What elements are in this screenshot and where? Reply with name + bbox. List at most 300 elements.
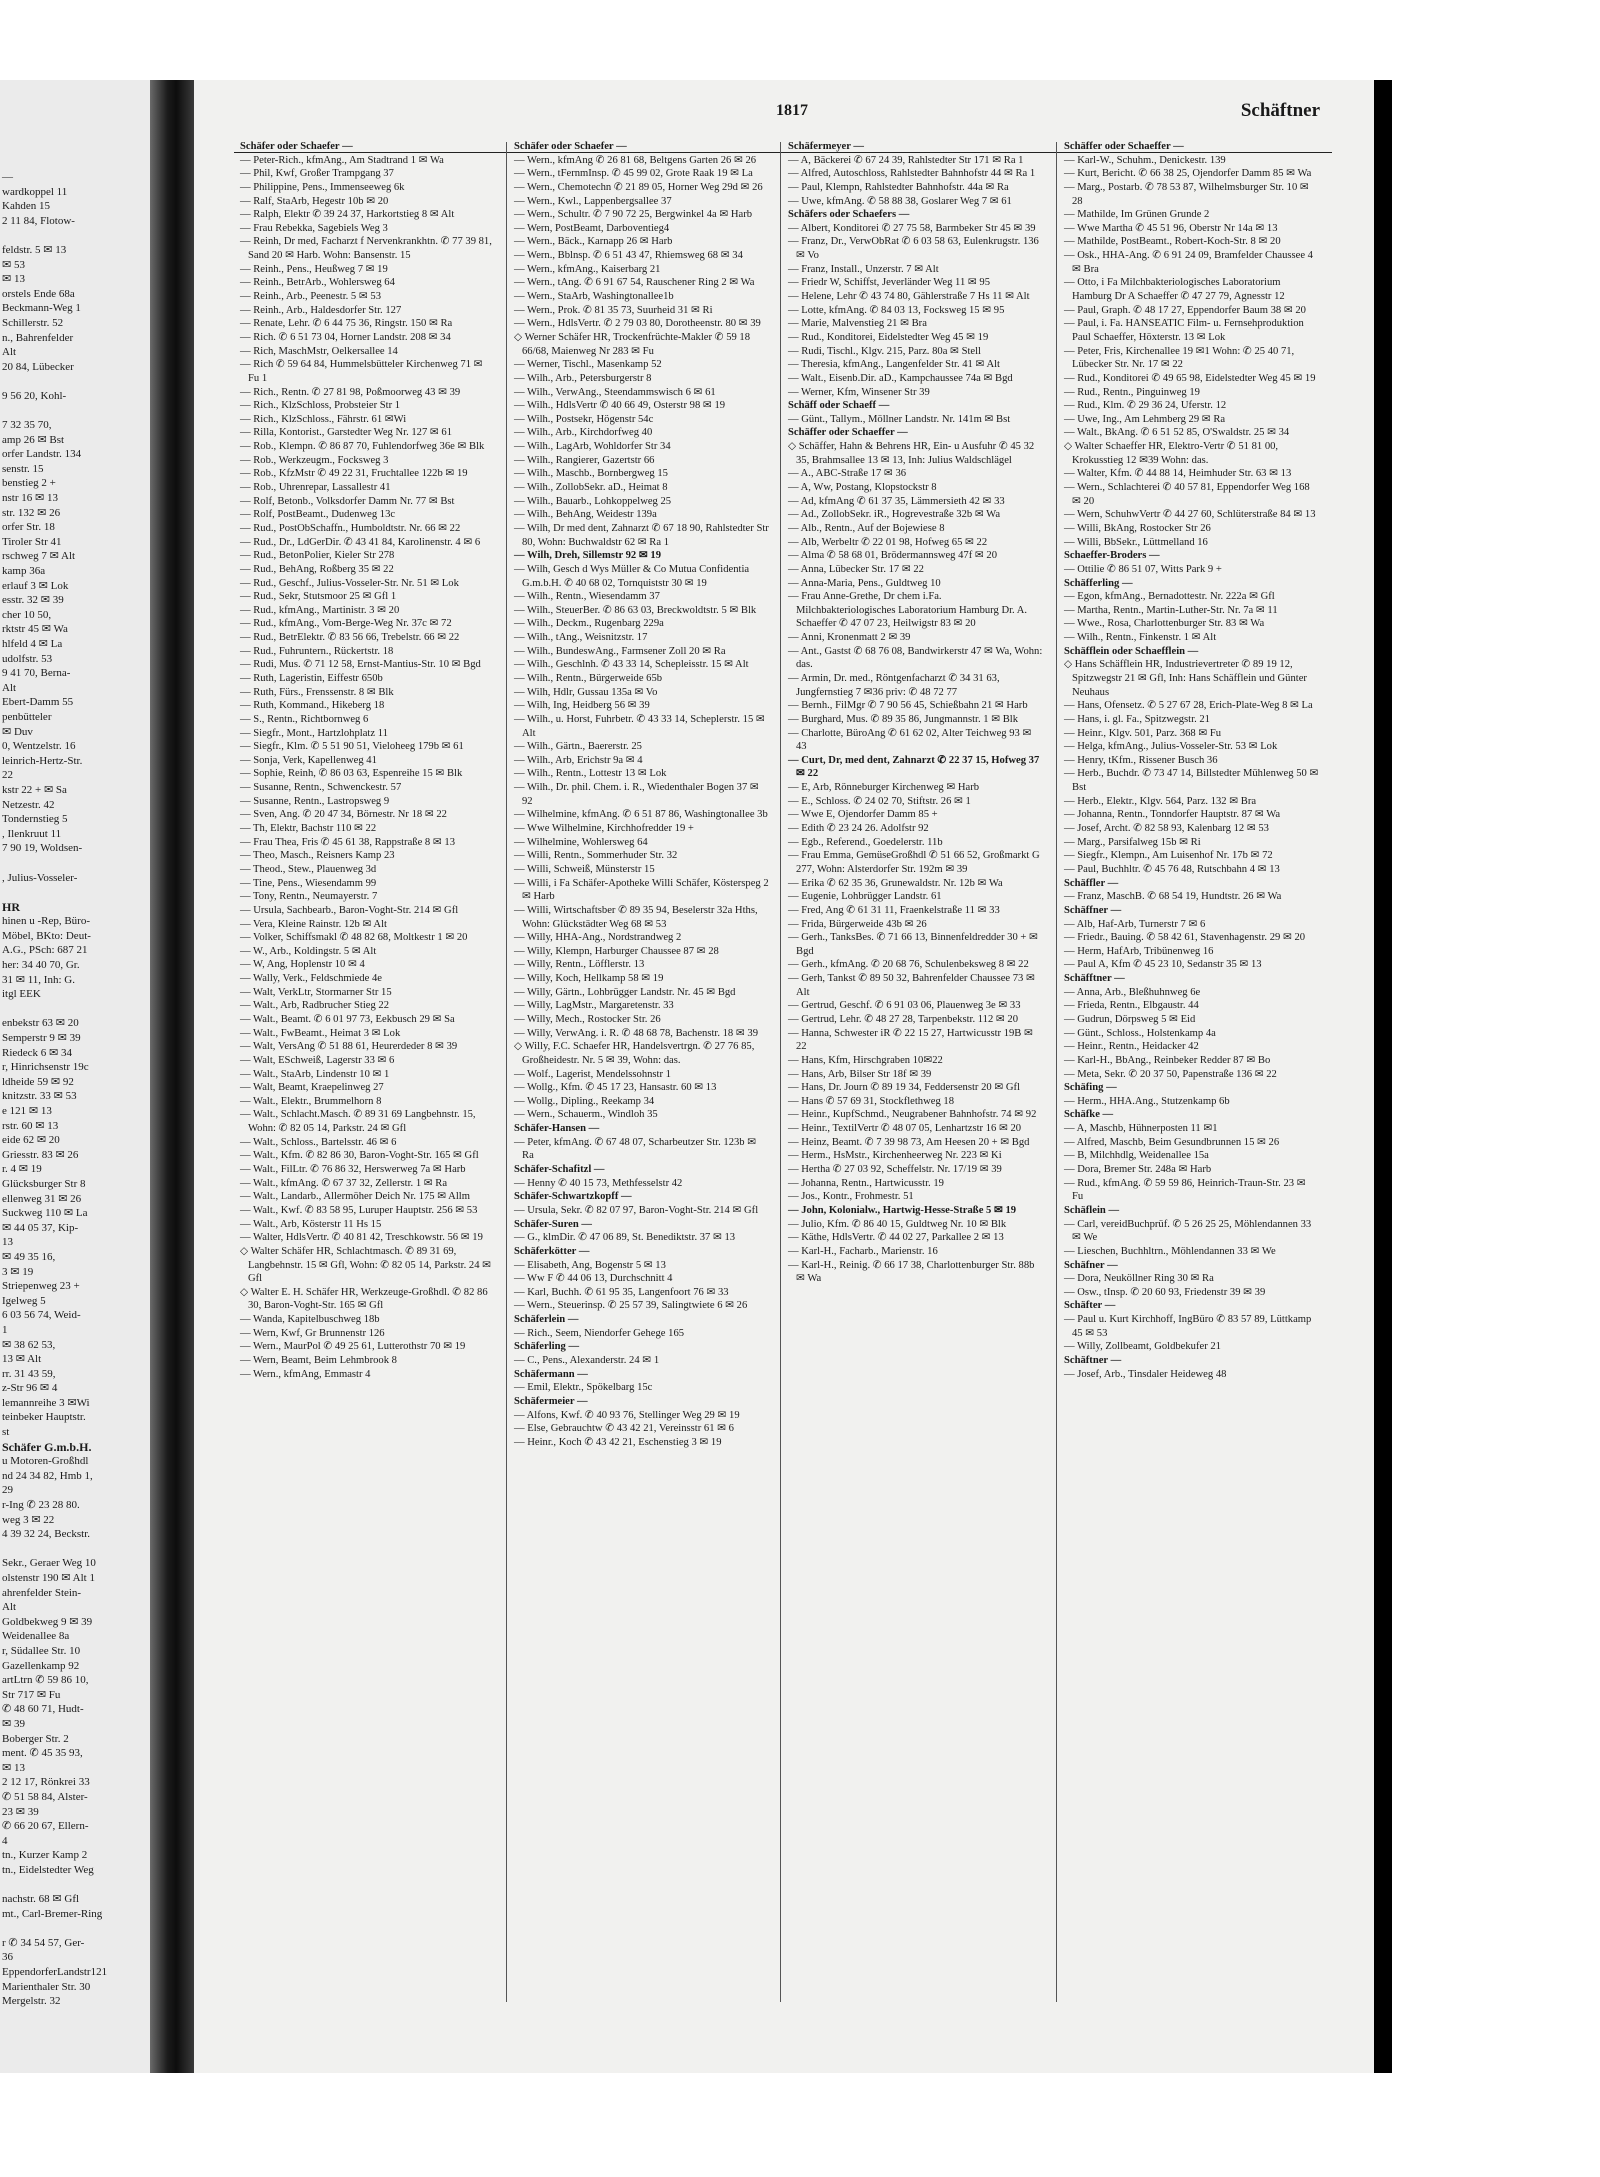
directory-entry: — E, Arb, Rönneburger Kirchenweg ✉ Harb (788, 782, 980, 794)
left-page-line: ✉ 13 (2, 1761, 25, 1774)
directory-entry: — Wern., Schlachterei ✆ 40 57 81, Eppendorfer Weg 168 ✉ 20 (1064, 482, 1310, 507)
directory-entry: — Wern., tAng. ✆ 6 91 67 54, Rauschener Ring 2 ✉ Wa (514, 277, 755, 289)
directory-entry: ◇ Walter Schäfer HR, Schlachtmasch. ✆ 89 31 69, Langbehnstr. 15 ✉ Gfl, Wohn: ✆ 82 05 14, Parkstr. 24 ✉ Gfl (240, 1245, 492, 1285)
directory-entry: — Walter, HdlsVertr. ✆ 40 81 42, Treschkowstr. 56 ✉ 19 (240, 1232, 483, 1244)
directory-entry: — Armin, Dr. med., Röntgenfacharzt ✆ 34 31 63, Jungfernstieg 7 ✉36 priv: ✆ 48 72 77 (788, 672, 1000, 698)
directory-entry: — Paul, Graph. ✆ 48 17 27, Eppendorfer Baum 38 ✉ 20 (1064, 304, 1306, 316)
directory-entry: — Johanna, Rentn., Tonndorfer Hauptstr. 87 ✉ Wa (1064, 809, 1281, 821)
directory-entry: — Susanne, Rentn., Schwenckestr. 57 (240, 782, 402, 794)
left-page-line: ✉ 39 (2, 1717, 25, 1730)
directory-entry: — Phil, Kwf, Großer Trampgang 37 (240, 168, 394, 180)
directory-entry: — Wilh., ZollobSekr. aD., Heimat 8 (514, 482, 668, 494)
directory-entry: — Wern., tFernmInsp. ✆ 45 99 02, Grote Raak 19 ✉ La (514, 168, 753, 180)
directory-entry: — A, Ww, Postang, Klopstockstr 8 (788, 482, 937, 494)
directory-entry: — Wally, Verk., Feldschmiede 4e (240, 973, 382, 985)
surname-heading: Schäfflein oder Schaefflein — (1064, 645, 1199, 657)
directory-entry: — Wollg., Kfm. ✆ 45 17 23, Hansastr. 60 ✉ 13 (514, 1082, 717, 1094)
directory-entry: — Wern., Schultr. ✆ 7 90 72 25, Bergwinkel 4a ✉ Harb (514, 209, 753, 221)
directory-entry: — Gudrun, Dörpsweg 5 ✉ Eid (1064, 1014, 1196, 1025)
directory-entry: — Ww F ✆ 44 06 13, Durchschnitt 4 (514, 1273, 673, 1285)
left-page-line: 3 ✉ 19 (2, 1265, 34, 1278)
surname-heading: Schäfermann — (514, 1368, 588, 1380)
left-page-line: 20 84, Lübecker (2, 360, 74, 373)
directory-entry: — Lotte, kfmAng. ✆ 84 03 13, Focksweg 15 ✉ 95 (788, 304, 1005, 316)
directory-entry: — Wern, Beamt, Beim Lehmbrook 8 (240, 1355, 397, 1367)
left-page-line: ✉ 44 05 37, Kip- (2, 1221, 79, 1234)
surname-heading: Schäfing — (1064, 1082, 1117, 1094)
directory-entry: — Wwe Wilhelmine, Kirchhofredder 19 + (514, 823, 694, 835)
left-page-line: A.G., PSch: 687 21 (2, 944, 88, 957)
directory-entry: — Alb., Rentn., Auf der Bojewiese 8 (788, 522, 945, 534)
directory-entry: — Paul, Buchhltr. ✆ 45 76 48, Rutschbahn 4 ✉ 13 (1064, 863, 1280, 875)
directory-entry: — Willy, Mech., Rostocker Str. 26 (514, 1014, 661, 1025)
left-page-line: penbütteler (2, 710, 52, 723)
scanned-book-spread (0, 80, 1392, 2073)
directory-entry: — Frida, Bürgerweide 43b ✉ 26 (788, 918, 927, 930)
directory-entry: — Hanna, Schwester iR ✆ 22 15 27, Hartwicusstr 19B ✉ 22 (788, 1027, 1033, 1053)
directory-entry: — Wern., HdlsVertr. ✆ 2 79 03 80, Dorotheenstr. 80 ✉ 39 (514, 318, 761, 330)
directory-entry: — Wern, PostBeamt, Darboventieg4 (514, 222, 670, 234)
directory-entry: — Franz, Dr., VerwObRat ✆ 6 03 58 63, Eulenkrugstr. 136 ✉ Vo (788, 236, 1039, 262)
surname-heading: Schäff oder Schaeff — (788, 400, 890, 412)
directory-entry: — Wern., Bblnsp. ✆ 6 51 43 47, Rhiemsweg 68 ✉ 34 (514, 250, 743, 262)
directory-entry: — Marg., Postarb. ✆ 78 53 87, Wilhelmsburger Str. 10 ✉ 28 (1064, 181, 1309, 207)
directory-entry: — Rob., Werkzeugm., Focksweg 3 (240, 454, 389, 466)
directory-entry: — Mathilde, Im Grünen Grunde 2 (1064, 209, 1210, 221)
left-page-line: , Julius-Vosseler- (2, 871, 78, 884)
left-page-line: 0, Wentzelstr. 16 (2, 740, 76, 753)
directory-entry: — Herm, HafArb, Tribünenweg 16 (1064, 945, 1214, 957)
directory-entry: — Else, Gebrauchtw ✆ 43 42 21, Vereinsstr 61 ✉ 6 (514, 1423, 734, 1435)
surname-heading: Schäfermeier — (514, 1395, 588, 1407)
directory-entry: — Ralph, Elektr ✆ 39 24 37, Harkortstieg 8 ✉ Alt (240, 209, 455, 221)
directory-entry: — Franz, MaschB. ✆ 68 54 19, Hundtstr. 26 ✉ Wa (1064, 891, 1282, 903)
directory-entry: — Bernh., FilMgr ✆ 7 90 56 45, Schießbahn 21 ✉ Harb (788, 700, 1028, 712)
directory-entry: — Ruth, Lageristin, Eiffestr 650b (240, 672, 383, 684)
directory-entry: — Hertha ✆ 27 03 92, Scheffelstr. Nr. 17/19 ✉ 39 (788, 1164, 1002, 1176)
left-page-line: ✆ 66 20 67, Ellern- (2, 1820, 89, 1833)
directory-entry: — Willi, i Fa Schäfer-Apotheke Willi Schäfer, Kösterspeg 2 ✉ Harb (514, 877, 769, 903)
directory-entry: — Karl-H., Facharb., Marienstr. 16 (788, 1245, 938, 1257)
directory-entry: — Wwe E, Ojendorfer Damm 85 + (788, 809, 938, 821)
directory-entry: — Wilh., Arb., Kirchdorfweg 40 (514, 427, 653, 439)
left-page-line: ✆ 48 60 71, Hudt- (2, 1703, 84, 1716)
directory-entry: — Karl-H., Reinig. ✆ 66 17 38, Charlottenburger Str. 88b ✉ Wa (788, 1259, 1035, 1285)
directory-entry: — Marie, Malvenstieg 21 ✉ Bra (788, 318, 927, 330)
directory-entry: — Reinh., Arb., Peenestr. 5 ✉ 53 (240, 291, 381, 303)
directory-entry: — Lieschen, Buchhltrn., Möhlendannen 33 ✉ We (1064, 1245, 1276, 1257)
directory-entry: — Rudi, Mus. ✆ 71 12 58, Ernst-Mantius-Str. 10 ✉ Bgd (240, 659, 481, 671)
directory-entry: — Rud., Dr., LdGerDir. ✆ 43 41 84, Karolinenstr. 4 ✉ 6 (240, 536, 481, 548)
directory-entry: — Wilh., Rentn., Bürgerweide 65b (514, 672, 663, 684)
surname-heading: Schäfer-Hansen — (514, 1123, 600, 1135)
left-page-line (2, 404, 146, 419)
left-page-line: feldstr. 5 ✉ 13 (2, 243, 67, 256)
directory-entry: — Charlotte, BüroAng ✆ 61 62 02, Alter Teichweg 93 ✉ 43 (788, 727, 1032, 753)
directory-entry: — Walt., FwBeamt., Heimat 3 ✉ Lok (240, 1027, 401, 1039)
left-page-line: nstr 16 ✉ 13 (2, 492, 58, 505)
directory-entry: — Käthe, HdlsVertr. ✆ 44 02 27, Parkallee 2 ✉ 13 (788, 1232, 1004, 1244)
left-page-line: 7 32 35 70, (2, 419, 52, 432)
directory-entry: — A., ABC-Straße 17 ✉ 36 (788, 468, 907, 480)
directory-entry: — Gerh, Tankst ✆ 89 50 32, Bahrenfelder Chaussee 73 ✉ Alt (788, 973, 1035, 998)
directory-entry: — Rud., PostObSchaffn., Humboldtstr. Nr. 66 ✉ 22 (240, 522, 461, 534)
left-page-line: artLtrn ✆ 59 86 10, (2, 1674, 89, 1687)
directory-entry: — Siegfr., Mont., Hartzlohplatz 11 (240, 727, 388, 739)
left-page-line: r, Hinrichsenstr 19c (2, 1061, 89, 1074)
directory-entry: — Gerh., kfmAng. ✆ 20 68 76, Schulenbeksweg 8 ✉ 22 (788, 959, 1029, 971)
left-page-line: ellenweg 31 ✉ 26 (2, 1192, 82, 1205)
directory-entry: — Egon, kfmAng., Bernadottestr. Nr. 222a ✉ Gfl (1064, 591, 1275, 603)
left-page-line: 23 ✉ 39 (2, 1805, 39, 1818)
directory-entry: — C., Pens., Alexanderstr. 24 ✉ 1 (514, 1355, 660, 1367)
directory-entry: — Rud., Konditorei, Eidelstedter Weg 45 ✉ 19 (788, 331, 989, 343)
directory-entry: — Rob., Uhrenrepar, Lassallestr 41 (240, 482, 391, 494)
directory-entry: — Wwe., Rosa, Charlottenburger Str. 83 ✉ Wa (1064, 618, 1265, 630)
left-page-line: lemannreihe 3 ✉Wi (2, 1396, 90, 1409)
left-page-line: 13 ✉ Alt (2, 1353, 42, 1366)
left-page-line: rktstr 45 ✉ Wa (2, 623, 68, 636)
directory-entry: — Alb, Haf-Arb, Turnerstr 7 ✉ 6 (1064, 918, 1206, 930)
directory-entry: — Rich. ✆ 6 51 73 04, Horner Landstr. 208 ✉ 34 (240, 331, 451, 343)
left-page-line: ldheide 59 ✉ 92 (2, 1075, 74, 1088)
directory-entry: — Siegfr., Klempn., Am Luisenhof Nr. 17b ✉ 72 (1064, 850, 1273, 862)
left-page-line: Sekr., Geraer Weg 10 (2, 1557, 96, 1570)
directory-entry: — Frau Thea, Fris ✆ 45 61 38, Rappstraße 8 ✉ 13 (240, 836, 455, 848)
directory-entry: — Renate, Lehr. ✆ 6 44 75 36, Ringstr. 150 ✉ Ra (240, 318, 453, 330)
directory-entry: — Herm., HHA.Ang., Stutzenkamp 6b (1064, 1095, 1230, 1107)
directory-entry: — Tine, Pens., Wiesendamm 99 (240, 877, 377, 889)
directory-entry: — Wilh., Rangierer, Gazertstr 66 (514, 454, 655, 466)
left-page-line: nachstr. 68 ✉ Gfl (2, 1893, 80, 1906)
directory-entry: — Wern, SchuhwVertr ✆ 44 27 60, Schlüterstraße 84 ✉ 13 (1064, 509, 1316, 521)
directory-entry: — Wilh., HdlsVertr ✆ 40 66 49, Osterstr 98 ✉ 19 (514, 400, 726, 412)
directory-entry: — Uwe, Ing., Am Lehmberg 29 ✉ Ra (1064, 413, 1226, 425)
left-page-line: 4 39 32 24, Beckstr. (2, 1528, 90, 1541)
left-page-text (0, 80, 150, 2009)
directory-entry: — Willy, Gärtn., Lohbrügger Landstr. Nr. 45 ✉ Bgd (514, 986, 736, 998)
left-page-line: rr. 31 43 59, (2, 1367, 56, 1380)
directory-entry: — Peter, kfmAng. ✆ 67 48 07, Scharbeutzer Str. 123b ✉ Ra (514, 1136, 757, 1162)
directory-entry: — Josef, Archt. ✆ 82 58 93, Kalenbarg 12 ✉ 53 (1064, 823, 1269, 835)
directory-entry: — Wilh., BundeswAng., Farmsener Zoll 20 ✉ Ra (514, 645, 726, 657)
surname-heading: Schäfermeyer — (788, 141, 864, 152)
directory-entry: — Ursula, Sachbearb., Baron-Voght-Str. 214 ✉ Gfl (240, 904, 459, 916)
left-page-line: Marienthaler Str. 30 (2, 1980, 91, 1993)
surname-heading: Schäfke — (1064, 1109, 1114, 1121)
directory-entry: — Hans, Ofensetz. ✆ 5 27 67 28, Erich-Plate-Weg 8 ✉ La (1064, 700, 1313, 712)
left-page-line: 1 (2, 1323, 8, 1336)
directory-entry: — Ruth, Kommand., Hikeberg 18 (240, 700, 385, 712)
directory-entry: — Rich., Rentn. ✆ 27 81 98, Poßmoorweg 43 ✉ 39 (240, 386, 461, 398)
directory-entry: — Walt., Landarb., Allermöher Deich Nr. 175 ✉ Allm (240, 1191, 470, 1203)
left-page-line: ✉ 13 (2, 273, 25, 286)
directory-entry: — Rilla, Kontorist., Garstedter Weg Nr. 127 ✉ 61 (240, 427, 453, 439)
left-page-line: wardkoppel 11 (2, 185, 68, 198)
directory-entry: — Wilh., BehAng, Weidestr 139a (514, 509, 657, 521)
directory-entry: — Rudi, Tischl., Klgv. 215, Parz. 80a ✉ Stell (788, 345, 981, 357)
directory-entry: — Wilh., Postsekr, Högenstr 54c (514, 413, 654, 425)
directory-entry: — Sonja, Verk, Kapellenweg 41 (240, 754, 377, 766)
left-page-line: esstr. 32 ✉ 39 (2, 594, 64, 607)
left-page-line: tn., Eidelstedter Weg (2, 1863, 94, 1876)
directory-entry: — Alfred, Autoschloss, Rahlstedter Bahnhofstr 44 ✉ Ra 1 (788, 168, 1036, 180)
directory-entry: — Wilh., Gärtn., Baererstr. 25 (514, 741, 642, 753)
directory-entry: — Paul A, Kfm ✆ 45 23 10, Sedanstr 35 ✉ 13 (1064, 959, 1262, 971)
directory-entry: — Reinh., Pens., Heußweg 7 ✉ 19 (240, 263, 388, 275)
directory-entry: — Rud., BehAng, Roßberg 35 ✉ 22 (240, 563, 394, 575)
directory-entry: — Rud., Geschf., Julius-Vosseler-Str. Nr. 51 ✉ Lok (240, 577, 459, 589)
surname-heading: Schäfer oder Schaefer — (514, 141, 627, 152)
directory-column-4 (1064, 140, 1319, 1381)
left-page-line: weg 3 ✉ 22 (2, 1513, 55, 1526)
directory-entry: — Otto, i Fa Milchbakteriologisches Laboratorium Hamburg Dr A Schaeffer ✆ 47 27 79, Agnesstr 12 (1064, 277, 1285, 303)
left-page-line: Gazellenkamp 92 (2, 1659, 80, 1672)
directory-entry: — Walt., BkAng. ✆ 6 51 52 85, O'Swaldstr. 25 ✉ 34 (1064, 427, 1290, 439)
directory-entry: — A, Bäckerei ✆ 67 24 39, Rahlstedter Str 171 ✉ Ra 1 (788, 154, 1024, 166)
left-page-line: Netzestr. 42 (2, 798, 55, 811)
directory-entry: — Wilh, Ing, Heidberg 56 ✉ 39 (514, 700, 650, 712)
left-page-line: Beckmann-Weg 1 (2, 302, 81, 315)
directory-entry: — Walt., Arb, Kösterstr 11 Hs 15 (240, 1218, 382, 1230)
directory-entry: — Wern., MaurPol ✆ 49 25 61, Lutterothstr 70 ✉ 19 (240, 1341, 466, 1353)
surname-heading: Schaeffer-Broders — (1064, 550, 1160, 562)
left-page-line: ✉ 53 (2, 258, 25, 271)
directory-entry: — Walt., Schloss., Bartelsstr. 46 ✉ 6 (240, 1136, 397, 1148)
left-page-line: Griesstr. 83 ✉ 26 (2, 1148, 79, 1161)
directory-entry: ◇ Schäffer, Hahn & Behrens HR, Ein- u Ausfuhr ✆ 45 32 35, Brahmsallee 13 ✉ 13, Inh: Julius Waldschlägel (788, 441, 1035, 466)
left-page-line: e 121 ✉ 13 (2, 1105, 52, 1117)
directory-entry: — Karl-H., BbAng., Reinbeker Redder 87 ✉ Bo (1064, 1054, 1271, 1066)
directory-entry: — Heinr., Rentn., Heidacker 42 (1064, 1041, 1199, 1053)
left-page-line: Tondernstieg 5 (2, 813, 68, 826)
directory-entry: — Gertrud, Geschf. ✆ 6 91 03 06, Plauenweg 3e ✉ 33 (788, 1000, 1021, 1012)
directory-entry: — Günt., Schloss., Holstenkamp 4a (1064, 1027, 1216, 1039)
directory-entry: — Philippine, Pens., Immenseeweg 6k (240, 181, 405, 193)
directory-entry: — Heinr., Klgv. 501, Parz. 368 ✉ Fu (1064, 727, 1222, 739)
directory-entry: — Wilh., LagArb, Wohldorfer Str 34 (514, 441, 671, 453)
directory-entry: — Hans ✆ 57 69 31, Stockflethweg 18 (788, 1095, 954, 1107)
directory-entry: — Sophie, Reinh, ✆ 86 03 63, Espenreihe 15 ✉ Blk (240, 768, 463, 780)
left-page-line: Weidenallee 8a (2, 1630, 70, 1643)
directory-entry: — Ursula, Sekr. ✆ 82 07 97, Baron-Voght-Str. 214 ✉ Gfl (514, 1204, 759, 1216)
left-page-fragment (0, 80, 150, 2073)
directory-entry: — Hans, Kfm, Hirschgraben 10✉22 (788, 1054, 943, 1066)
directory-entry: — Wern., kfmAng., Kaiserbarg 21 (514, 263, 661, 275)
running-head: Schäftner (1240, 100, 1320, 121)
directory-entry: — Walt, ESchweiß, Lagerstr 33 ✉ 6 (240, 1054, 395, 1066)
left-page-line: ✉ 38 62 53, (2, 1338, 56, 1351)
left-page-line: Tiroler Str 41 (2, 535, 62, 548)
surname-heading: Schäferlein — (514, 1314, 579, 1326)
directory-entry: — Walt, VersAng ✆ 51 88 61, Heurerdeder 8 ✉ 39 (240, 1041, 458, 1053)
surname-heading: Schäfers oder Schaefers — (788, 209, 910, 221)
surname-heading: Schäftner — (1064, 1355, 1122, 1367)
directory-entry: — Wilh., Arb, Erichstr 9a ✉ 4 (514, 754, 643, 766)
left-page-line: 22 (2, 769, 13, 782)
directory-entry: — Theo, Masch., Reisners Kamp 23 (240, 850, 395, 862)
directory-entry: — Walter, Kfm. ✆ 44 88 14, Heimhuder Str. 63 ✉ 13 (1064, 468, 1292, 480)
left-page-line: kamp 36a (2, 565, 46, 578)
directory-entry: — Theresia, kfmAng., Langenfelder Str. 41 ✉ Alt (788, 359, 1000, 371)
directory-entry: — Reinh., Arb., Haldesdorfer Str. 127 (240, 304, 402, 316)
directory-entry: ◇ Werner Schäfer HR, Trockenfrüchte-Makler ✆ 59 18 66/68, Maienweg Nr 283 ✉ Fu (514, 331, 751, 357)
directory-entry: — Rud., BetonPolier, Kieler Str 278 (240, 550, 395, 562)
left-page-line: str. 132 ✉ 26 (2, 506, 61, 519)
directory-entry: — Rud., Konditorei ✆ 49 65 98, Eidelstedter Weg 45 ✉ 19 (1064, 372, 1316, 384)
directory-entry: — Martha, Rentn., Martin-Luther-Str. Nr. 7a ✉ 11 (1064, 604, 1278, 616)
left-page-line: udolfstr. 53 (2, 652, 53, 665)
directory-entry: — Reinh, Dr med, Facharzt f Nervenkrankhtn. ✆ 77 39 81, Sand 20 ✉ Harb. Wohn: Bansenstr. 15 (240, 236, 492, 262)
directory-entry: — Wilh., tAng., Weisnitzstr. 17 (514, 632, 648, 644)
directory-entry: — Osk., HHA-Ang. ✆ 6 91 24 09, Bramfelder Chaussee 4 ✉ Bra (1064, 250, 1313, 275)
left-page-line: leinrich-Hertz-Str. (2, 754, 83, 767)
left-page-line: Ebert-Damm 55 (2, 696, 74, 709)
directory-entry: — Wilh, Dr med dent, Zahnarzt ✆ 67 18 90, Rahlstedter Str 80, Wohn: Buchwaldstr 62 ✉ Ra 1 (514, 522, 769, 548)
directory-entry: — Wilh, Gesch d Wys Müller & Co Mutua Confidentia G.m.b.H. ✆ 40 68 02, Tornquiststr 30 ✉ 19 (514, 563, 750, 589)
directory-entry: — Wolf., Lagerist, Mendelssohnstr 1 (514, 1068, 671, 1080)
directory-entry: — Walt., Eisenb.Dir. aD., Kampchaussee 74a ✉ Bgd (788, 372, 1013, 384)
directory-entry: — Anna, Arb., Bleßhuhnweg 6e (1064, 986, 1201, 998)
left-page-line: r. 4 ✉ 19 (2, 1163, 42, 1176)
directory-entry: — Rud., Rentn., Pinguinweg 19 (1064, 386, 1200, 398)
directory-entry: — Anni, Kronenmatt 2 ✉ 39 (788, 632, 911, 644)
directory-entry: — Rich., KlzSchloss., Fährstr. 61 ✉Wi (240, 413, 407, 425)
left-page-line: 13 (2, 1236, 13, 1249)
directory-entry: — Walt., Kfm. ✆ 82 86 30, Baron-Voght-Str. 165 ✉ Gfl (240, 1150, 479, 1162)
directory-entry: — Wern., Steuerinsp. ✆ 25 57 39, Salingtwiete 6 ✉ 26 (514, 1300, 748, 1312)
directory-entry: — Peter-Rich., kfmAng., Am Stadtrand 1 ✉ Wa (240, 154, 444, 166)
directory-entry: — Wilh., Bauarb., Lohkoppelweg 25 (514, 495, 672, 507)
directory-entry: — Hans, Arb, Bilser Str 18f ✉ 39 (788, 1068, 932, 1080)
directory-entry: — Willy, VerwAng. i. R. ✆ 48 68 78, Bachenstr. 18 ✉ 39 (514, 1027, 759, 1039)
directory-entry: — G., klmDir. ✆ 47 06 89, St. Benediktstr. 37 ✉ 13 (514, 1232, 736, 1244)
directory-entry: — Alb, Werbeltr ✆ 22 01 98, Hofweg 65 ✉ 22 (788, 536, 988, 548)
directory-entry: — Wwe Martha ✆ 45 51 96, Oberstr Nr 14a ✉ 13 (1064, 222, 1278, 234)
directory-entry: — Wilh, Dreh, Sillemstr 92 ✉ 19 (514, 550, 661, 562)
directory-entry: — Ruth, Fürs., Frenssenstr. 8 ✉ Blk (240, 686, 394, 698)
left-page-line: her: 34 40 70, Gr. (2, 959, 80, 972)
directory-entry: — Rolf, PostBeamt., Dudenweg 13c (240, 509, 396, 521)
surname-heading: Schäflein — (1064, 1204, 1120, 1216)
directory-entry: — Egb., Referend., Goedelerstr. 11b (788, 836, 943, 848)
directory-entry: — Wern., Schauerm., Windloh 35 (514, 1109, 658, 1121)
directory-entry: — B, Milchhdlg, Weidenallee 15a (1064, 1150, 1209, 1162)
directory-entry: — Walt., Kwf. ✆ 83 58 95, Luruper Hauptstr. 256 ✉ 53 (240, 1204, 478, 1216)
directory-entry: — Henry, tKfm., Rissener Busch 36 (1064, 754, 1218, 766)
directory-entry: — Rud., BetrElektr. ✆ 83 56 66, Trebelstr. 66 ✉ 22 (240, 632, 460, 644)
left-page-line: Riedeck 6 ✉ 34 (2, 1046, 73, 1059)
left-page-line: hlfeld 4 ✉ La (2, 638, 63, 650)
directory-entry: — Walt., Arb, Radbrucher Stieg 22 (240, 1000, 390, 1012)
directory-entry: ◇ Walter E. H. Schäfer HR, Werkzeuge-Großhdl. ✆ 82 86 30, Baron-Voght-Str. 165 ✉ Gfl (240, 1286, 488, 1312)
directory-entry: — Johanna, Rentn., Hartwicusstr. 19 (788, 1177, 944, 1189)
directory-entry: — Wern., Kwl., Lappenbergsallee 37 (514, 195, 672, 207)
directory-entry: — Paul, i. Fa. HANSEATIC Film- u. Fernsehproduktion Paul Schaeffer, Höxterstr. 13 ✉ Lok (1064, 318, 1304, 343)
directory-entry: — Wilh., Geschlnh. ✆ 43 33 14, Schepleisstr. 15 ✉ Alt (514, 659, 749, 671)
left-page-line: enbekstr 63 ✉ 20 (2, 1017, 79, 1030)
left-page-line: Glücksburger Str 8 (2, 1177, 86, 1190)
left-page-line: rschweg 7 ✉ Alt (2, 550, 76, 563)
left-page-line: Möbel, BKto: Deut- (2, 929, 91, 942)
directory-entry: — Alma ✆ 58 68 01, Brödermannsweg 47f ✉ 20 (788, 550, 998, 562)
left-page-line: 2 11 84, Flotow- (2, 214, 75, 227)
directory-entry: — Wilh., Deckm., Rugenbarg 229a (514, 618, 664, 630)
left-page-line: 4 (2, 1834, 8, 1847)
directory-entry: — Willy, Klempn, Harburger Chaussee 87 ✉ 28 (514, 945, 719, 957)
directory-entry: — Rolf, Betonb., Volksdorfer Damm Nr. 77 ✉ Bst (240, 495, 455, 507)
left-page-line (2, 856, 146, 871)
surname-heading: Schäferkötter — (514, 1245, 590, 1257)
left-page-line: r-Ing ✆ 23 28 80. (2, 1499, 80, 1512)
surname-heading: Schäfer-Suren — (514, 1218, 592, 1230)
directory-entry: — Willi, Schweiß, Münsterstr 15 (514, 863, 655, 875)
directory-entry: — Eugenie, Lohbrügger Landstr. 61 (788, 891, 942, 903)
directory-entry: — Ad, kfmAng ✆ 61 37 35, Lämmersieth 42 ✉ 33 (788, 495, 1005, 507)
directory-entry: — Wilh., u. Horst, Fuhrbetr. ✆ 43 33 14, Scheplerstr. 15 ✉ Alt (514, 713, 765, 739)
directory-entry: — Tony, Rentn., Neumayerstr. 7 (240, 891, 378, 903)
left-page-line (2, 1002, 146, 1017)
directory-entry: — Uwe, kfmAng. ✆ 58 88 38, Goslarer Weg 7 ✉ 61 (788, 195, 1012, 207)
left-page-line: cher 10 50, (2, 608, 52, 621)
directory-entry: — Willi, BkAng, Rostocker Str 26 (1064, 522, 1211, 534)
directory-entry: — Herm., HsMstr., Kirchenheerweg Nr. 223 ✉ Ki (788, 1150, 1002, 1162)
left-page-line: Kahden 15 (2, 200, 50, 213)
left-page-line: — (2, 171, 13, 183)
directory-entry: — Helene, Lehr ✆ 43 74 80, Gählerstraße 7 Hs 11 ✉ Alt (788, 291, 1030, 303)
left-page-line: ahrenfelder Stein- (2, 1586, 82, 1599)
directory-entry: — Elisabeth, Ang, Bogenstr 5 ✉ 13 (514, 1259, 666, 1271)
directory-entry: — Wilh., Rentn., Finkenstr. 1 ✉ Alt (1064, 632, 1217, 644)
directory-entry: — Sven, Ang. ✆ 20 47 34, Börnestr. Nr 18 ✉ 22 (240, 809, 447, 821)
left-page-line: Schillerstr. 52 (2, 316, 64, 329)
left-page-line: st (2, 1426, 10, 1439)
directory-entry: — Karl-W., Schuhm., Denickestr. 139 (1064, 154, 1226, 166)
surname-heading: Schäfner — (1064, 1259, 1118, 1271)
directory-entry: — Th, Elektr, Bachstr 110 ✉ 22 (240, 823, 377, 835)
left-page-line (2, 1921, 146, 1936)
directory-entry: — Rud., Klm. ✆ 29 36 24, Uferstr. 12 (1064, 400, 1227, 412)
directory-entry: — Rud., kfmAng., Martinistr. 3 ✉ 20 (240, 604, 400, 616)
left-page-line (2, 885, 146, 900)
directory-entry: — Herb., Buchdr. ✆ 73 47 14, Billstedter Mühlenweg 50 ✉ Bst (1064, 768, 1319, 794)
directory-entry: — S., Rentn., Richtbornweg 6 (240, 713, 369, 725)
directory-entry: — Dora, Neuköllner Ring 30 ✉ Ra (1064, 1273, 1214, 1285)
left-page-line: ✉ Duv (2, 725, 33, 738)
left-page-line: eide 62 ✉ 20 (2, 1134, 60, 1147)
surname-heading: Schäfer-Schafitzl — (514, 1164, 605, 1176)
left-page-line: Striepenweg 23 + (2, 1280, 80, 1293)
directory-entry: — Anna-Maria, Pens., Guldtweg 10 (788, 577, 941, 589)
directory-entry: — Ralf, StaArb, Hegestr 10b ✉ 20 (240, 195, 389, 207)
left-page-line: Str 717 ✉ Fu (2, 1688, 61, 1701)
surname-heading: Schäfer-Schwartzkopff — (514, 1191, 632, 1203)
left-page-line: orstels Ende 68a (2, 287, 75, 300)
directory-entry: — Willi, Rentn., Sommerhuder Str. 32 (514, 850, 678, 862)
directory-entry: — Fred, Ang ✆ 61 31 11, Fraenkelstraße 11 ✉ 33 (788, 904, 1000, 916)
directory-entry: — Rud., kfmAng., Vom-Berge-Weg Nr. 37c ✉ 72 (240, 618, 452, 630)
directory-entry: — Friedr W, Schiffst, Jeverländer Weg 11 ✉ 95 (788, 277, 991, 289)
surname-heading: Schäfer oder Schaefer — (240, 141, 353, 152)
directory-entry: — E., Schloss. ✆ 24 02 70, Stiftstr. 26 ✉ 1 (788, 795, 971, 807)
directory-entry: — Volker, Schiffsmakl ✆ 48 82 68, Moltkestr 1 ✉ 20 (240, 932, 468, 944)
directory-entry: — Meta, Sekr. ✆ 20 37 50, Papenstraße 136 ✉ 22 (1064, 1068, 1277, 1080)
directory-entry: — Walt, VerkLtr, Stormarner Str 15 (240, 986, 392, 998)
directory-entry: — Marg., Parsifalweg 15b ✉ Ri (1064, 836, 1201, 848)
directory-entry: — Erika ✆ 62 35 36, Grunewaldstr. Nr. 12b ✉ Wa (788, 877, 1003, 889)
directory-entry: — Paul u. Kurt Kirchhoff, IngBüro ✆ 83 57 89, Lüttkamp 45 ✉ 53 (1064, 1314, 1312, 1339)
directory-entry: — Ad., ZollobSekr. iR., Hogrevestraße 32b ✉ Wa (788, 509, 1001, 521)
